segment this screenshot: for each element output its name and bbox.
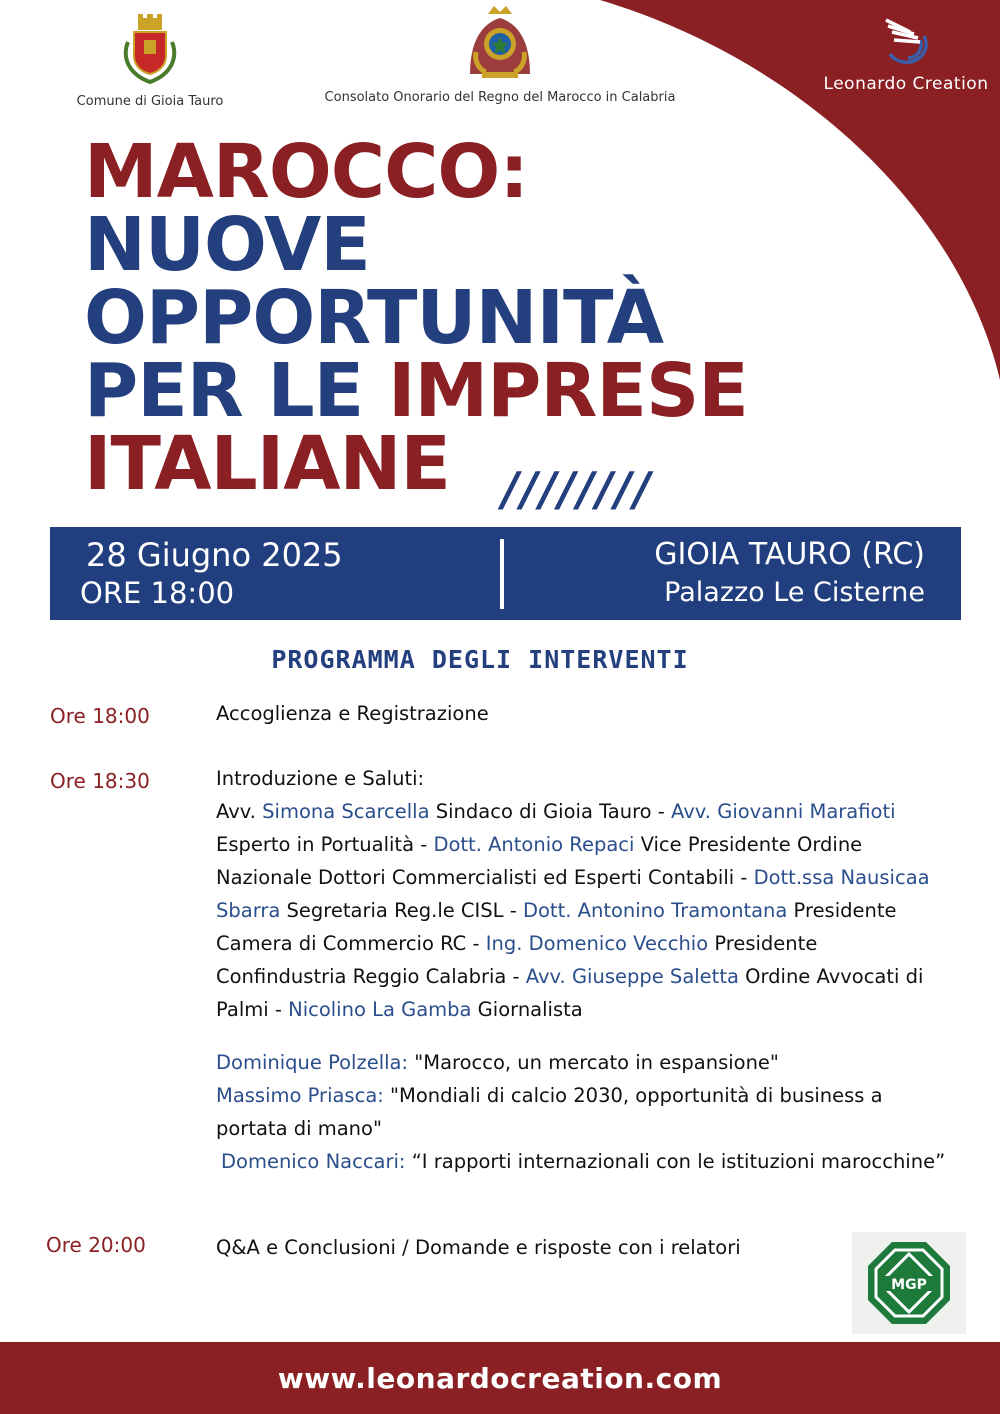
talk-speaker: Massimo Priasca:: [216, 1084, 384, 1107]
speaker-name: Dott. Antonino Tramontana: [522, 899, 788, 922]
slot-1-time: Ore 18:00: [50, 704, 150, 728]
spiral-fan-icon: [880, 14, 932, 66]
speaker-role: Giornalista: [471, 998, 583, 1021]
intro-label: Introduzione e Saluti:: [216, 767, 425, 790]
title-line-1: MAROCCO:: [84, 129, 528, 215]
coat-of-arms-icon: [120, 12, 180, 86]
speaker-name: Dott. Antonio Repaci: [433, 833, 635, 856]
website-link[interactable]: www.leonardocreation.com: [277, 1361, 723, 1395]
talk-title: "Mondiali di calcio 2030, opportunità di business a: [383, 1084, 883, 1107]
consolato-caption: Consolato Onorario del Regno del Marocco in Calabria: [324, 90, 676, 105]
title-line-4-part-a: PER LE: [84, 348, 388, 434]
leonardo-creation-logo: [812, 14, 1000, 94]
decorative-slashes: ////////: [502, 462, 653, 516]
speaker-role: Segretaria Reg.le CISL -: [280, 899, 523, 922]
title-line-4: [84, 348, 748, 434]
talk-item: [216, 1079, 945, 1112]
location-block: [654, 535, 925, 611]
info-divider: [500, 539, 504, 609]
speaker-role: Nazionale Dottori Commercialisti ed Esperti Contabili -: [216, 866, 754, 889]
talk-title: portata di mano": [216, 1117, 382, 1140]
speaker-name: Sbarra: [216, 899, 281, 922]
speakers-line: [216, 927, 930, 960]
consolato-logo: [300, 4, 700, 105]
talk-item: [216, 1046, 945, 1079]
speakers-line: [216, 894, 930, 927]
date-time-block: [80, 535, 343, 611]
speaker-role: Camera di Commercio RC -: [216, 932, 486, 955]
moroccan-emblem-icon: [460, 4, 540, 84]
footer-bar: [0, 1342, 1000, 1414]
title-line-2: NUOVE: [84, 202, 370, 288]
slot-1-text: Accoglienza e Registrazione: [216, 702, 489, 725]
speakers-line: [216, 828, 930, 861]
speaker-role: Confindustria Reggio Calabria -: [216, 965, 526, 988]
speaker-role: Vice Presidente Ordine: [634, 833, 863, 856]
mgp-logo-text: MGP: [891, 1277, 927, 1293]
brand-name: Leonardo Creation: [823, 74, 989, 94]
slot-2-speakers: [216, 762, 930, 1026]
talk-speaker: Domenico Naccari:: [221, 1150, 406, 1173]
speaker-role: Palmi -: [216, 998, 289, 1021]
speaker-role: Sindaco di Gioia Tauro -: [429, 800, 672, 823]
event-time: ORE 18:00: [80, 576, 235, 610]
speakers-line: [216, 861, 930, 894]
talk-title: “I rapporti internazionali con le istituzioni marocchine”: [405, 1150, 946, 1173]
speakers-line: [216, 795, 930, 828]
title-line-4-part-b: IMPRESE: [388, 348, 748, 434]
slot-2-time: Ore 18:30: [50, 769, 150, 793]
comune-caption: Comune di Gioia Tauro: [76, 94, 224, 109]
talk-speaker: Dominique Polzella:: [216, 1051, 409, 1074]
text-fragment: Avv.: [216, 800, 263, 823]
speaker-name: Ing. Domenico Vecchio: [485, 932, 709, 955]
talk-title: "Marocco, un mercato in espansione": [408, 1051, 779, 1074]
slot-3-time: Ore 20:00: [46, 1233, 146, 1257]
title-line-3: OPPORTUNITÀ: [84, 275, 663, 361]
speaker-role: Esperto in Portualità -: [216, 833, 434, 856]
speaker-name: Nicolino La Gamba: [288, 998, 472, 1021]
speaker-name: Dott.ssa Nausicaa: [753, 866, 930, 889]
program-heading: PROGRAMMA DEGLI INTERVENTI: [271, 645, 689, 674]
talk-item-continued: [216, 1112, 945, 1145]
speakers-line: [216, 993, 930, 1026]
slot-3-text: Q&A e Conclusioni / Domande e risposte con i relatori: [216, 1236, 741, 1259]
event-title: [84, 129, 748, 507]
title-line-5: ITALIANE: [84, 421, 450, 507]
event-city: GIOIA TAURO (RC): [654, 537, 925, 572]
talk-item: [221, 1145, 945, 1178]
mgp-logo: [852, 1232, 966, 1334]
speaker-role: Ordine Avvocati di: [738, 965, 924, 988]
mgp-octagon-icon: [864, 1238, 954, 1328]
speakers-line: [216, 762, 930, 795]
speaker-role: Presidente: [787, 899, 897, 922]
speaker-name: Avv. Giovanni Marafioti: [671, 800, 896, 823]
comune-logo: [60, 12, 240, 109]
speakers-line: [216, 960, 930, 993]
speaker-name: Avv. Giuseppe Saletta: [525, 965, 739, 988]
event-date: 28 Giugno 2025: [86, 536, 343, 574]
speaker-name: Simona Scarcella: [262, 800, 430, 823]
event-venue: Palazzo Le Cisterne: [664, 577, 925, 608]
speaker-role: Presidente: [708, 932, 818, 955]
talks-list: [216, 1046, 945, 1178]
event-info-band: [50, 527, 961, 620]
